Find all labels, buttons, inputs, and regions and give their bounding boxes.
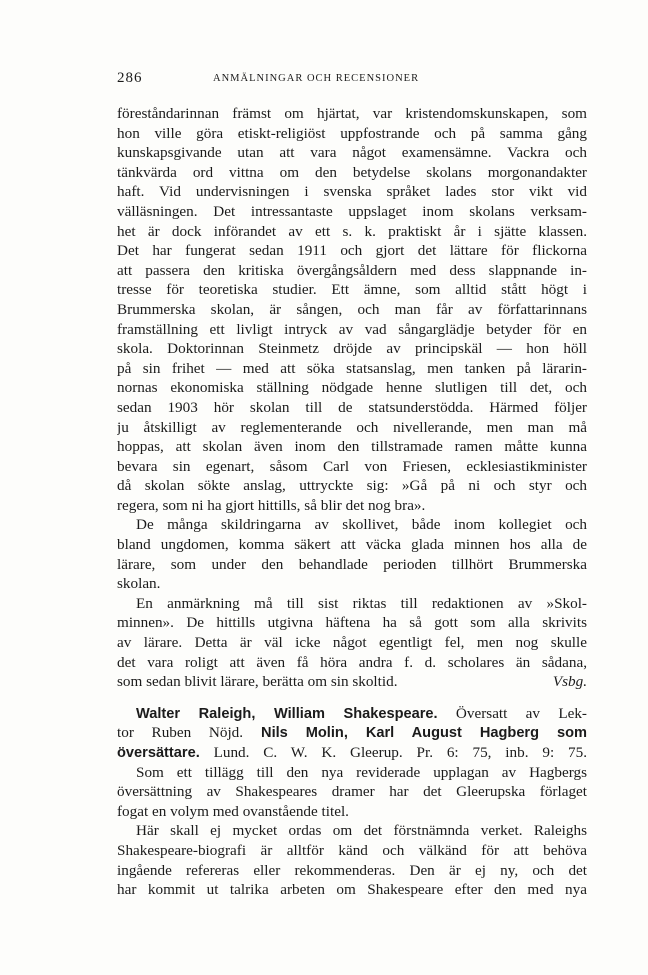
text-line: av lärare. Detta är väl icke något egentligt fel, men nog skulle	[117, 634, 587, 652]
entry-second-title-end: översättare.	[117, 745, 200, 761]
text-line: regera, som ni ha gjort hittills, så blir det nog bra».	[117, 496, 426, 514]
text-line: Shakespeare-biografi är alltför känd och välkänd för att behöva	[117, 841, 587, 859]
text-line: välläsningen. Det intressantaste uppslaget inom skolans verksam-	[117, 202, 587, 220]
text-line: har kommit ut talrika arbeten om Shakespeare efter den med nya	[117, 881, 587, 899]
entry-line	[117, 704, 587, 724]
entry-line	[117, 723, 587, 743]
text-line: ju åtskilligt av reglementerande och nivellerande, men man må	[117, 418, 587, 436]
text-line: då skolan sökte anslag, uttryckte sig: »Gå på ni och styr och	[117, 477, 587, 495]
text-line: på sin frihet — med att söka statsanslag, men tanken på lärarin-	[117, 359, 587, 377]
text-line: det vara roligt att även få höra andra f. d. scholares än sådana,	[117, 653, 587, 671]
reviewer-signature: Vsbg.	[552, 673, 587, 691]
text-line: ingående refereras eller rekommenderas. Den är ej ny, och det	[117, 861, 587, 879]
entry-second-author-title: Nils Molin, Karl August Hagberg som	[243, 725, 587, 742]
text-line: hon ville göra etiskt-religiöst uppfostrande och på samma gång	[117, 124, 587, 142]
text-line: sedan 1903 hör skolan till de statsunderstödda. Härmed följer	[117, 398, 587, 416]
section-gap	[117, 692, 587, 704]
paragraph	[117, 763, 587, 822]
text-line: bevara sin egenart, såsom Carl von Friesen, ecklesiastikminister	[117, 457, 587, 475]
paragraph	[117, 515, 587, 593]
text-line: tänkvärda ord vittna om den betydelse skolans morgonandakter	[117, 163, 587, 181]
running-title: ANMÄLNINGAR OCH RECENSIONER	[213, 73, 420, 84]
text-line: som sedan blivit lärare, berätta om sin skoltid.	[117, 673, 398, 691]
entry-translator-name: tor Ruben Nöjd.	[117, 724, 244, 742]
text-line: Det har fungerat sedan 1911 och gjort det lättare för flickorna	[117, 242, 587, 260]
text-line: bland ungdomen, komma säkert att väcka glada minnen hos alla de	[117, 536, 587, 554]
text-line: lärare, som under den behandlade perioden tillhört Brummerska	[117, 555, 587, 573]
text-line: att passera den kritiska övergångsåldern med dess slappnande in-	[117, 261, 587, 279]
text-line: Som ett tillägg till den nya reviderade upplagan av Hagbergs	[136, 763, 587, 781]
text-line: Här skall ej mycket ordas om det förstnämnda verket. Raleighs	[136, 822, 587, 840]
entry-author-title: Walter Raleigh, William Shakespeare.	[136, 705, 438, 722]
text-line: översättning av Shakespeares dramer har det Gleerupska förlaget	[117, 783, 587, 801]
text-line: En anmärkning må till sist riktas till redaktionen av »Skol-	[136, 594, 587, 612]
entry-line	[117, 743, 587, 763]
text-line: föreståndarinnan främst om hjärtat, var kristendomskunskapen, som	[117, 105, 587, 122]
body-text	[117, 104, 587, 900]
paragraph	[117, 594, 587, 692]
text-line: skolan.	[117, 575, 161, 593]
text-line: het är dock införandet av ett s. k. praktiskt år i sjätte klassen.	[117, 222, 587, 240]
text-line: De många skildringarna av skollivet, både inom kollegiet och	[136, 516, 587, 534]
text-line: kunskapsgivande utan att vara något examensämne. Vackra och	[117, 144, 587, 162]
entry-translator: Översatt av Lek-	[437, 704, 587, 722]
text-line: framställning ett livligt intryck av vad sångarglädje betyder för en	[117, 320, 587, 338]
paragraph	[117, 821, 587, 899]
text-line: hoppas, att skolan även inom den tillstramade ramen måtte kunna	[117, 438, 587, 456]
page-number: 286	[117, 70, 143, 86]
running-header	[117, 70, 587, 90]
text-line: Brummerska skolan, är sången, och man får av författarinnans	[117, 300, 587, 318]
bibliographic-entry	[117, 704, 587, 763]
text-line: skola. Doktorinnan Steinmetz dröjde av principskäl — hon höll	[117, 340, 587, 358]
text-line: haft. Vid undervisningen i svenska språket lades stor vikt vid	[117, 183, 587, 201]
review-continuation	[117, 104, 587, 515]
text-line: nornas ekonomiska ställning nödgade henne slutligen till det, och	[117, 379, 587, 397]
text-line: minnen». De hittills utgivna häftena ha så gott som alla skrivits	[117, 614, 587, 632]
signed-line	[117, 672, 587, 692]
text-line: fogat en volym med ovanstående titel.	[117, 802, 349, 820]
entry-publication: Lund. C. W. K. Gleerup. Pr. 6: 75, inb. 9: 75.	[199, 744, 587, 761]
text-line: tresse för teoretiska studier. Ett ämne, som alltid stått högt i	[117, 281, 587, 299]
